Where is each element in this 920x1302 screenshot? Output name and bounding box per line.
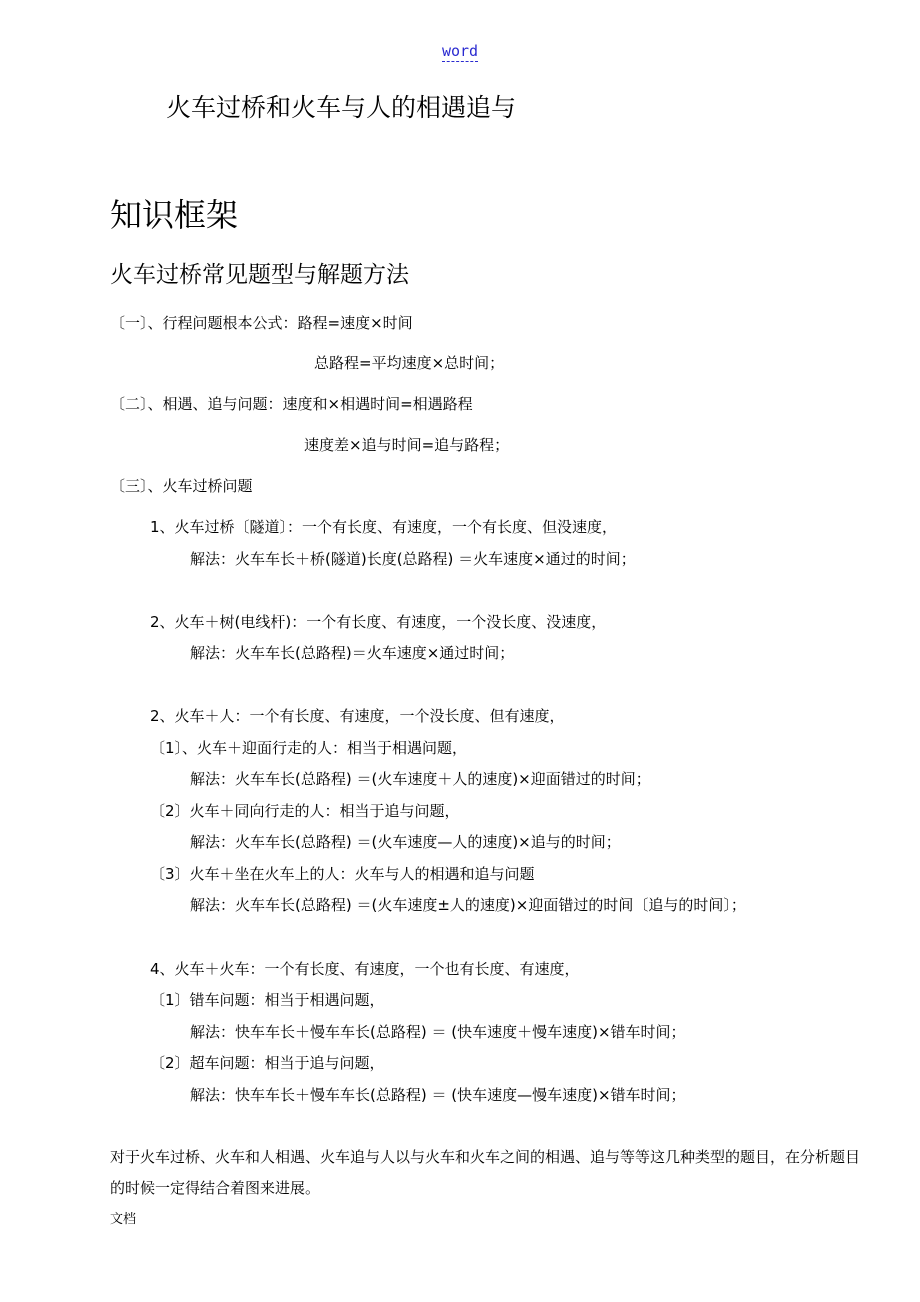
item-2-formula: 〔二〕、相遇、追与问题：速度和×相遇时间=相遇路程: [110, 395, 473, 413]
case-3b-title: 〔2〕火车＋同向行走的人：相当于追与问题，: [150, 802, 460, 820]
case-3a-title: 〔1〕、火车＋迎面行走的人：相当于相遇问题，: [150, 739, 468, 757]
case-4a-solution: 解法：快车车长＋慢车车长(总路程) ＝ (快车速度＋慢车速度)×错车时间；: [190, 1023, 686, 1041]
header-word-link[interactable]: [0, 42, 920, 60]
footer-label: 文档: [110, 1212, 137, 1227]
case-3c-title: 〔3〕火车＋坐在火车上的人：火车与人的相遇和追与问题: [150, 865, 535, 883]
case-1-title: 1、火车过桥〔隧道〕：一个有长度、有速度，一个有长度、但没速度，: [150, 518, 618, 536]
case-3b-solution: 解法：火车车长(总路程) ＝(火车速度—人的速度)×追与的时间；: [190, 833, 621, 851]
case-3a-solution: 解法：火车车长(总路程) ＝(火车速度＋人的速度)×迎面错过的时间；: [190, 770, 651, 788]
case-3-title: 2、火车＋人：一个有长度、有速度，一个没长度、但有速度，: [150, 707, 565, 725]
header-word-text[interactable]: word: [441, 42, 479, 60]
section-title: 知识框架: [110, 196, 239, 234]
document-title: 火车过桥和火车与人的相遇追与: [166, 93, 517, 122]
item-1-formula-2: 总路程=平均速度×总时间；: [314, 354, 505, 372]
case-2-title: 2、火车＋树(电线杆)：一个有长度、有速度，一个没长度、没速度，: [150, 613, 607, 631]
case-3c-solution: 解法：火车车长(总路程) ＝(火车速度±人的速度)×迎面错过的时间〔追与的时间〕；: [190, 896, 746, 914]
case-4-title: 4、火车＋火车：一个有长度、有速度，一个也有长度、有速度，: [150, 960, 580, 978]
item-1-formula: 〔一〕、行程问题根本公式：路程=速度×时间: [110, 314, 413, 332]
case-2-solution: 解法：火车车长(总路程)＝火车速度×通过时间；: [190, 644, 515, 662]
closing-paragraph: 对于火车过桥、火车和人相遇、火车追与人以与火车和火车之间的相遇、追与等等这几种类型的题目，在分析题目的时候一定得结合着图来进展。: [110, 1148, 861, 1197]
case-4b-solution: 解法：快车车长＋慢车车长(总路程) ＝ (快车速度—慢车速度)×错车时间；: [190, 1086, 686, 1104]
item-3-heading: 〔三〕、火车过桥问题: [110, 477, 253, 495]
case-1-solution: 解法：火车车长＋桥(隧道)长度(总路程) ＝火车速度×通过的时间；: [190, 550, 636, 568]
case-4b-title: 〔2〕超车问题：相当于追与问题，: [150, 1054, 385, 1072]
case-4a-title: 〔1〕错车问题：相当于相遇问题，: [150, 991, 385, 1009]
subsection-title: 火车过桥常见题型与解题方法: [110, 262, 409, 288]
item-2-formula-2: 速度差×追与时间=追与路程；: [304, 436, 510, 454]
